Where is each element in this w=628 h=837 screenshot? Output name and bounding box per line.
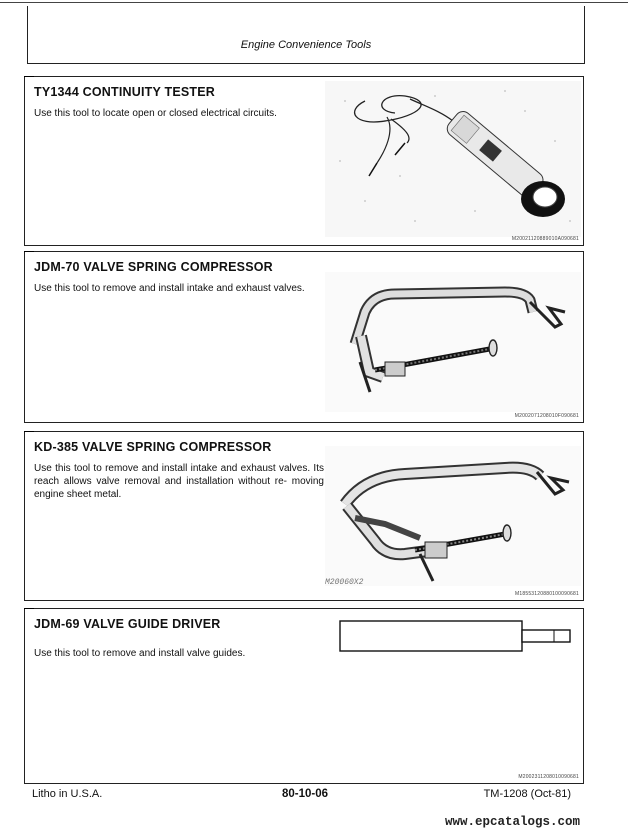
continuity-tester-illustration xyxy=(325,81,581,237)
tool-panel-kd385 xyxy=(24,431,584,601)
tool-description: Use this tool to remove and install intake and exhaust valves. xyxy=(34,283,305,294)
tool-title: JDM-69 VALVE GUIDE DRIVER xyxy=(34,617,221,631)
top-rule xyxy=(0,2,628,3)
page-header xyxy=(27,6,585,64)
valve-spring-compressor-illustration xyxy=(325,272,581,412)
figure-reference: M2002071208010F090681 xyxy=(514,413,579,419)
page-title: Engine Convenience Tools xyxy=(240,39,372,51)
tool-panel-jdm70 xyxy=(24,251,584,423)
kd385-compressor-illustration xyxy=(325,446,581,586)
tool-title: JDM-70 VALVE SPRING COMPRESSOR xyxy=(34,260,273,274)
tool-title: KD-385 VALVE SPRING COMPRESSOR xyxy=(34,440,272,454)
tool-panel-ty1344 xyxy=(24,76,584,246)
tool-description: Use this tool to remove and install valve guides. xyxy=(34,648,246,659)
figure-stamp: M20060X2 xyxy=(325,578,364,587)
footer-page-number: 80-10-06 xyxy=(282,788,329,800)
tool-title: TY1344 CONTINUITY TESTER xyxy=(34,85,215,99)
watermark: www.epcatalogs.com xyxy=(444,815,580,829)
figure-reference: M2002311208010090681 xyxy=(518,774,579,780)
valve-guide-driver-illustration xyxy=(339,617,575,657)
tool-description: Use this tool to locate open or closed electrical circuits. xyxy=(34,108,277,119)
footer-manual-id: TM-1208 (Oct-81) xyxy=(483,788,571,800)
tool-description: Use this tool to remove and install intake and exhaust valves. Its reach allows valve removal and installation without re- moving engine sheet metal. xyxy=(34,463,324,500)
figure-reference: M20021120889010A090681 xyxy=(511,236,579,242)
figure-reference: M18553120880100090681 xyxy=(515,591,579,597)
tool-panel-jdm69 xyxy=(24,608,584,784)
footer-litho: Litho in U.S.A. xyxy=(32,788,103,800)
